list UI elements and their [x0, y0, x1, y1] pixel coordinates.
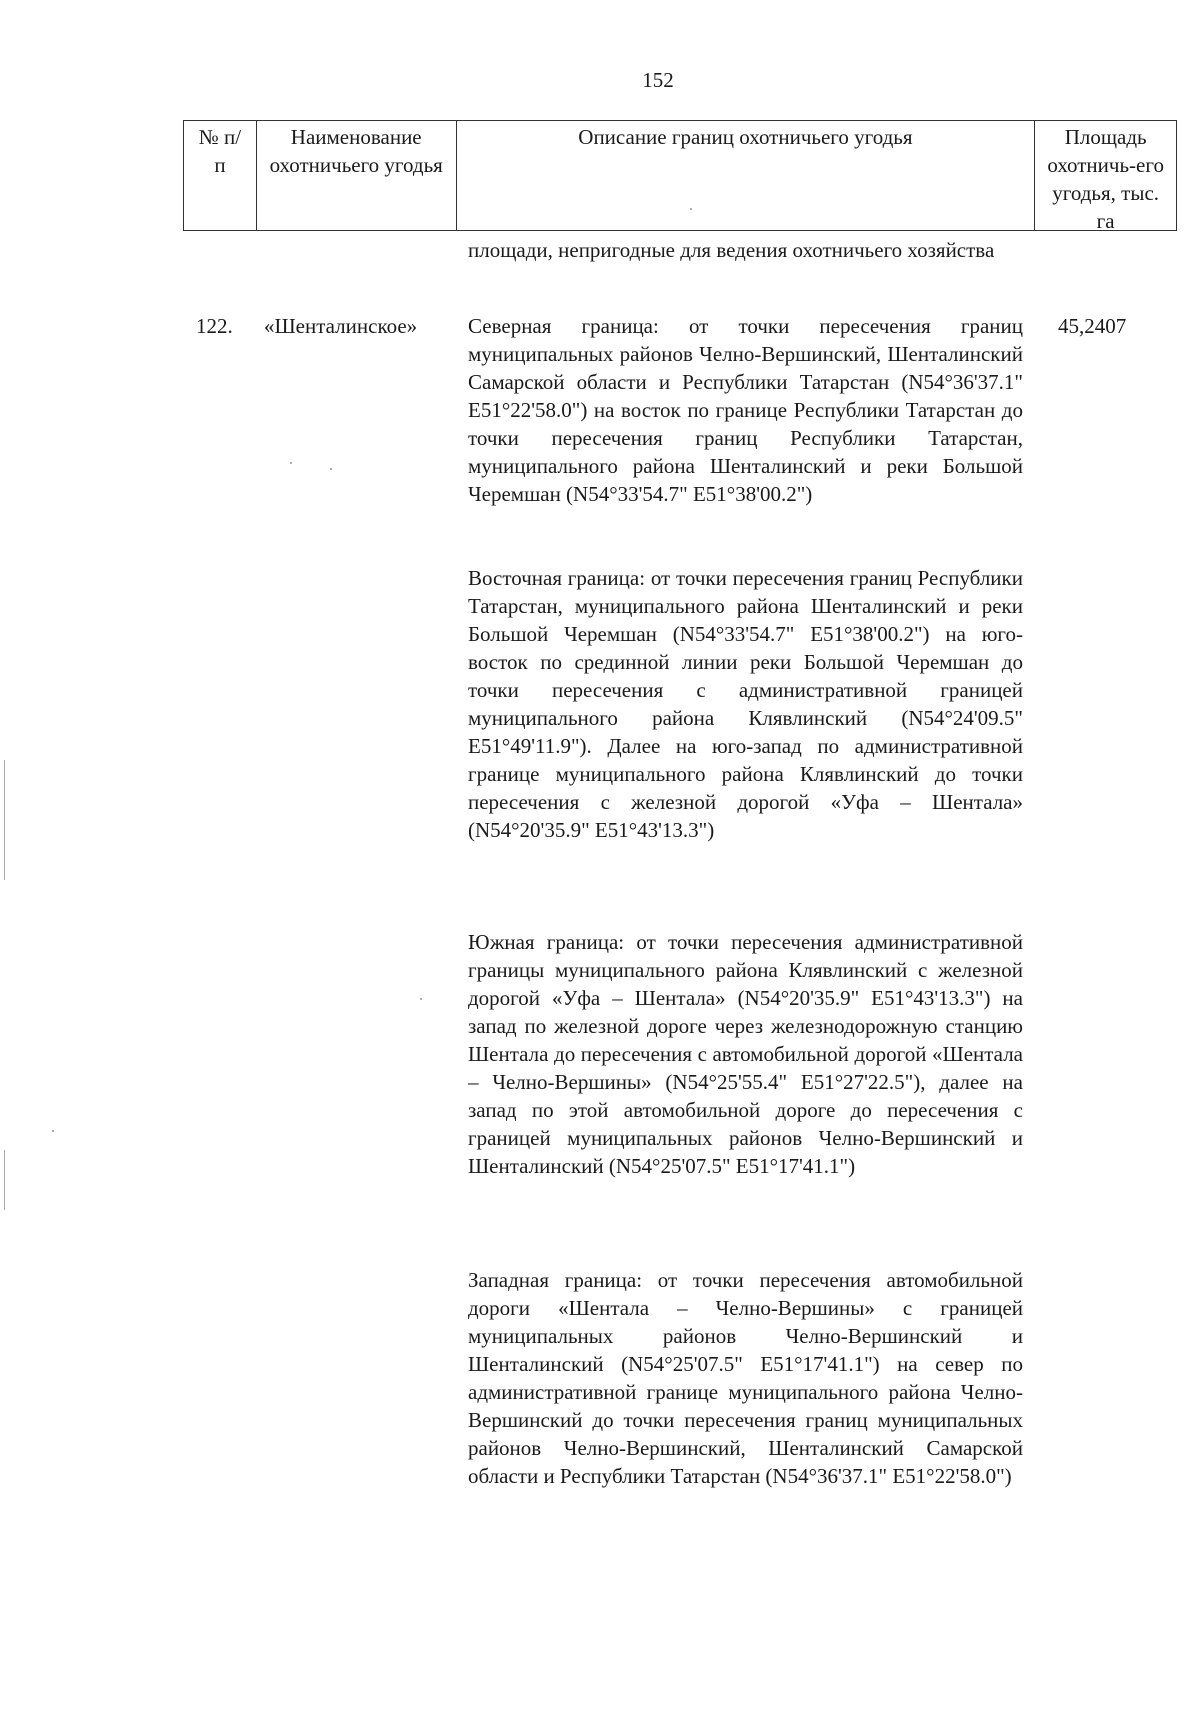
header-name: Наименование охотничьего угодья [257, 121, 457, 230]
row-number: 122. [196, 314, 233, 338]
north-boundary-text: Северная граница: от точки пересечения границ муниципальных районов Челно-Вершинский, Шенталинский Самарской области и Республики Татарстан (N54°36'37.1" E51°22'58.0") на восток по границе Республики Татарстан до точки пересечения границ Республики Татарстан, муниципального района Шенталинский и реки Большой Черемшан (N54°33'54.7" E51°38'00.2") [468, 314, 1023, 506]
east-boundary-text: Восточная граница: от точки пересечения границ Республики Татарстан, муниципального района Шенталинский и реки Большой Черемшан (N54°33'54.7" E51°38'00.2") на юго-восток по срединной линии реки Большой Черемшан до точки пересечения с административной границей муниципального района Клявлинский (N54°24'09.5" E51°49'11.9"). Далее на юго-запад по административной границе муниципального района Клявлинский до точки пересечения с железной дорогой «Уфа – Шентала» (N54°20'35.9" E51°43'13.3") [468, 566, 1023, 842]
row-area: 45,2407 [1058, 314, 1127, 338]
west-boundary-text: Западная граница: от точки пересечения автомобильной дороги «Шентала – Челно-Вершины» с границей муниципальных районов Челно-Вершинский и Шенталинский (N54°25'07.5" E51°17'41.1") на север по административной границе муниципального района Челно-Вершинский до точки пересечения границ муниципальных районов Челно-Вершинский, Шенталинский Самарской области и Республики Татарстан (N54°36'37.1" E51°22'58.0") [468, 1268, 1023, 1488]
scan-speck [690, 208, 692, 210]
scan-speck [420, 998, 422, 1000]
scan-speck [330, 468, 332, 470]
carryover-text: площади, непригодные для ведения охотничьего хозяйства [468, 238, 995, 262]
scan-edge-mark [4, 760, 5, 880]
scan-speck [290, 462, 292, 464]
south-boundary-paragraph [468, 928, 1023, 1180]
header-area: Площадь охотничь-его угодья, тыс. га [1047, 125, 1164, 233]
south-boundary-text: Южная граница: от точки пересечения административной границы муниципального района Клявлинский с железной дорогой «Уфа – Шентала» (N54°20'35.9" E51°43'13.3") на запад по железной дороге через железнодорожную станцию Шентала до пересечения с автомобильной дорогой «Шентала – Челно-Вершины» (N54°25'55.4" E51°27'22.5"), далее на запад по этой автомобильной дороге до пересечения с границей муниципальных районов Челно-Вершинский и Шенталинский (N54°25'07.5" E51°17'41.1") [468, 930, 1023, 1178]
scan-speck [52, 1130, 54, 1132]
north-boundary-paragraph [468, 312, 1023, 508]
row-name: «Шенталинское» [264, 314, 418, 338]
scan-edge-mark [4, 1150, 5, 1210]
table-header [183, 120, 1177, 231]
west-boundary-paragraph [468, 1266, 1023, 1490]
header-description: Описание границ охотничьего угодья [457, 121, 1036, 230]
header-number: № п/п [184, 121, 257, 230]
east-boundary-paragraph [468, 564, 1023, 844]
page-number: 152 [642, 68, 674, 92]
